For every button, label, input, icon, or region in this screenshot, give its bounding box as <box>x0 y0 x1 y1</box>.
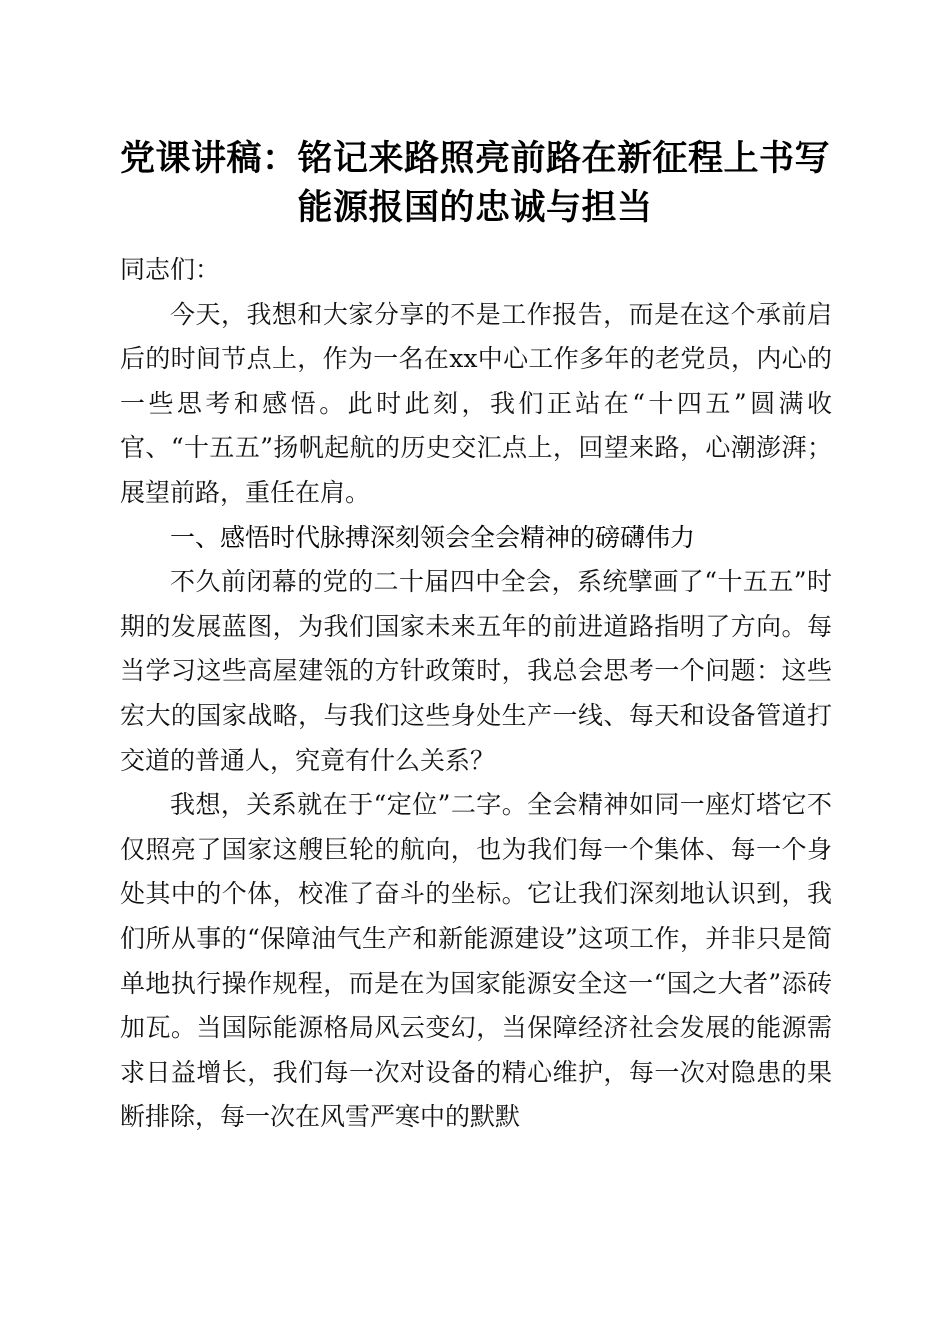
paragraph-section1-b: 我想，关系就在于“定位”二字。全会精神如同一座灯塔它不仅照亮了国家这艘巨轮的航向，也为我们每一个集体、每一个身处其中的个体，校准了奋斗的坐标。它让我们深刻地认识到，我们所从事的“保障油气生产和新能源建设”这项工作，并非只是简单地执行操作规程，而是在为国家能源安全这一“国之大者”添砖加瓦。当国际能源格局风云变幻，当保障经济社会发展的能源需求日益增长，我们每一次对设备的精心维护，每一次对隐患的果断排除，每一次在风雪严寒中的默默 <box>120 790 832 1132</box>
paragraph-section1-a: 不久前闭幕的党的二十届四中全会，系统擘画了“十五五”时期的发展蓝图，为我们国家未来五年的前进道路指明了方向。每当学习这些高屋建瓴的方针政策时，我总会思考一个问题：这些宏大的国家战略，与我们这些身处生产一线、每天和设备管道打交道的普通人，究竟有什么关系？ <box>120 567 832 775</box>
document-title-line-2: 能源报国的忠诚与担当 <box>297 187 653 228</box>
paragraph-intro: 今天，我想和大家分享的不是工作报告，而是在这个承前启后的时间节点上，作为一名在xx中心工作多年的老党员，内心的一些思考和感悟。此时此刻，我们正站在“十四五”圆满收官、“十五五”扬帆起航的历史交汇点上，回望来路，心潮澎湃；展望前路，重任在肩。 <box>120 299 832 507</box>
section-heading-1: 一、感悟时代脉搏深刻领会全会精神的磅礴伟力 <box>170 522 696 552</box>
document-body <box>120 248 832 1140</box>
salutation: 同志们： <box>120 255 221 284</box>
document-title-line-1: 党课讲稿：铭记来路照亮前路在新征程上书写 <box>119 138 830 179</box>
